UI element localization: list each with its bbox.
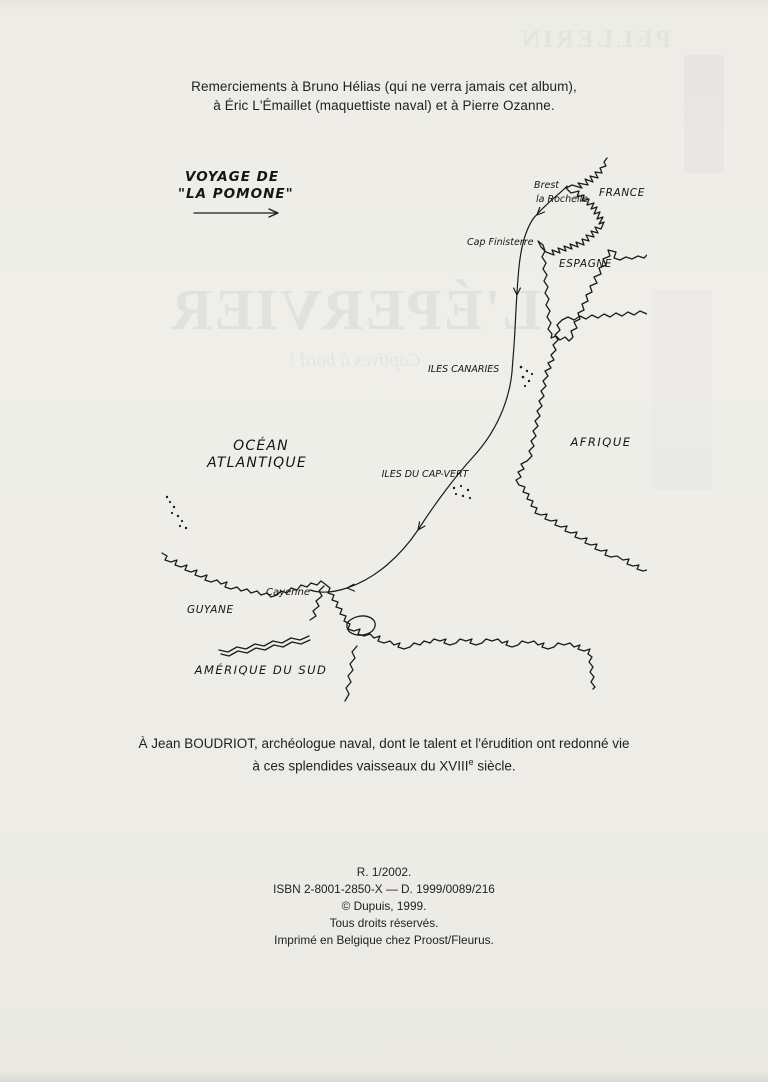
label-ocean-line2: ATLANTIQUE bbox=[207, 455, 307, 471]
voyage-map bbox=[161, 157, 647, 705]
acknowledgement-line1: Remerciements à Bruno Hélias (qui ne verra jamais cet album), bbox=[191, 79, 577, 94]
map-frame bbox=[162, 158, 646, 689]
label-afrique: AFRIQUE bbox=[570, 435, 632, 449]
imprint-rights: Tous droits réservés. bbox=[329, 916, 439, 930]
imprint-copyright: © Dupuis, 1999. bbox=[341, 899, 427, 913]
imprint-isbn: ISBN 2-8001-2850-X — D. 1999/0089/216 bbox=[273, 882, 495, 896]
label-amerique-du-sud: AMÉRIQUE DU SUD bbox=[194, 663, 328, 677]
dedication-line2: à ces splendides vaisseaux du XVIIIe siècle. bbox=[252, 757, 516, 774]
route-arrowhead bbox=[418, 522, 425, 530]
imprint-printer: Imprimé en Belgique chez Proost/Fleurus. bbox=[274, 933, 494, 947]
label-espagne: ESPAGNE bbox=[559, 258, 613, 270]
label-france: FRANCE bbox=[599, 187, 645, 199]
cape-verde-islands bbox=[453, 485, 471, 499]
label-ocean-line1: OCÉAN bbox=[233, 438, 289, 454]
coastline-mediterranean bbox=[562, 311, 647, 320]
showthrough-series-title: L'ÉPERVIER bbox=[168, 277, 542, 342]
showthrough-image-band bbox=[652, 290, 712, 490]
showthrough-author-text: PELLERIN bbox=[519, 26, 671, 53]
map-title-line2: "LA POMONE" bbox=[178, 186, 294, 202]
acknowledgement-line2: à Éric L'Émaillet (maquettiste naval) et à Pierre Ozanne. bbox=[213, 98, 555, 113]
imprint-print-run: R. 1/2002. bbox=[356, 865, 412, 879]
label-guyane: GUYANE bbox=[187, 604, 234, 616]
amazon-delta-island bbox=[347, 616, 375, 635]
canary-islands bbox=[520, 366, 533, 387]
coast-below-frame bbox=[345, 646, 357, 701]
label-iles-du-cap-vert: ILES DU CAP-VERT bbox=[381, 469, 469, 480]
superscript-e: e bbox=[468, 757, 474, 767]
dedication-line1: À Jean BOUDRIOT, archéologue naval, dont le talent et l'érudition ont redonné vie bbox=[138, 736, 630, 751]
antilles-islands bbox=[166, 496, 187, 529]
showthrough-album-title: Captives à bord ! bbox=[289, 350, 421, 371]
label-cayenne: Cayenne bbox=[266, 587, 311, 598]
label-la-rochelle: la Rochelle bbox=[536, 194, 589, 205]
acknowledgement-text bbox=[0, 77, 768, 115]
label-cap-finisterre: Cap Finisterre bbox=[467, 237, 534, 248]
dedication-text bbox=[0, 734, 768, 776]
label-iles-canaries: ILES CANARIES bbox=[428, 364, 500, 375]
map-title-line1: VOYAGE DE bbox=[185, 169, 280, 185]
legend-arrow bbox=[194, 209, 278, 217]
imprint-block bbox=[0, 864, 768, 949]
route-arrowhead bbox=[347, 584, 354, 591]
label-brest: Brest bbox=[534, 180, 559, 191]
